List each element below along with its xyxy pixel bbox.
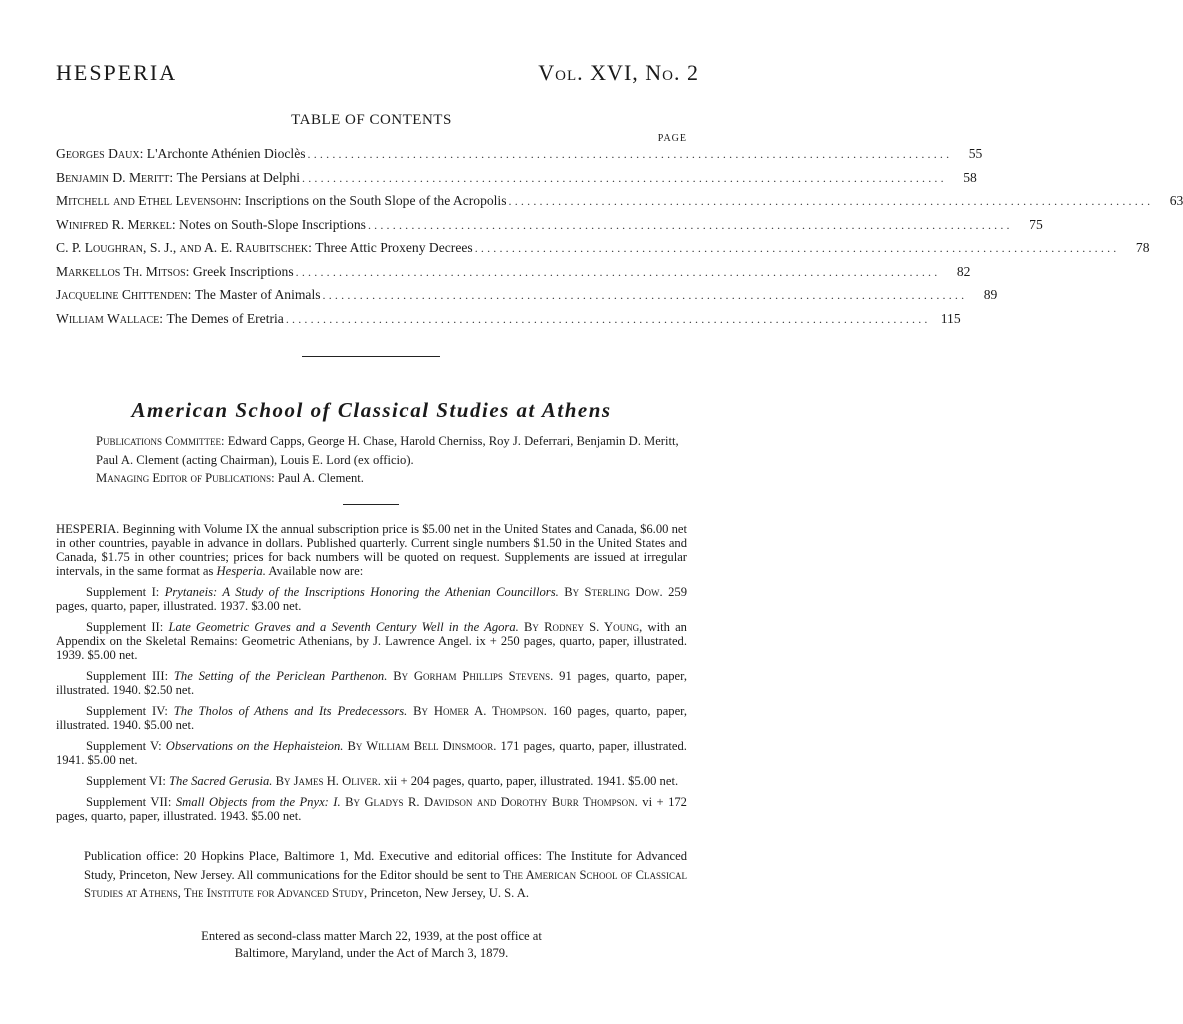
supplement-label: Supplement II:: [86, 620, 164, 634]
subscription-block: [56, 522, 687, 830]
supplement-author: By Homer A. Thompson.: [413, 704, 547, 718]
supplement-author: By Rodney S. Young,: [523, 620, 643, 634]
supplement-entry: [56, 739, 687, 767]
supplement-entry: [56, 585, 687, 613]
toc-leader: ........................................................................................................: [302, 170, 947, 185]
supplement-title: The Sacred Gerusia.: [169, 774, 273, 788]
toc-title: The Demes of Eretria: [166, 310, 284, 326]
supplement-author: By Gladys R. Davidson and Dorothy Burr Thompson.: [345, 795, 638, 809]
toc-colon: :: [308, 240, 316, 255]
toc-entry: [56, 169, 977, 194]
toc-page: 78: [1135, 240, 1150, 255]
toc-entry: [56, 310, 961, 335]
toc-colon: :: [159, 310, 167, 326]
supplement-title: The Tholos of Athens and Its Predecessors.: [173, 704, 408, 718]
supplement-entry: [56, 620, 687, 662]
toc-colon: :: [171, 216, 180, 232]
toc-colon: :: [237, 193, 245, 208]
toc-title: The Persians at Delphi: [176, 169, 301, 185]
supplement-title: Observations on the Hephaisteion.: [165, 739, 344, 753]
intro-italic: Hesperia.: [216, 564, 266, 578]
toc-colon: :: [139, 146, 147, 161]
toc-author: William Wallace: [56, 310, 160, 326]
toc-entry: [56, 193, 1183, 217]
short-divider: [343, 504, 399, 505]
committee-label: Publications Committee:: [96, 434, 225, 448]
toc-colon: :: [185, 263, 193, 279]
supplement-label: Supplement III:: [86, 669, 169, 683]
toc-page: 82: [956, 263, 971, 279]
supplement-details: 160 pages, quarto, paper, illustrated. 1940. $5.00 net.: [56, 704, 688, 732]
volume-number: Vol. XVI, No. 2: [538, 60, 699, 85]
supplement-details: 91 pages, quarto, paper, illustrated. 1940. $2.50 net.: [56, 669, 687, 697]
toc-title: Three Attic Proxeny Decrees: [315, 240, 473, 255]
supplement-details: 259 pages, quarto, paper, illustrated. 1937. $3.00 net.: [56, 585, 687, 613]
managing-editor: [96, 471, 364, 486]
supplement-label: Supplement VI:: [86, 774, 166, 788]
toc-page: 115: [940, 310, 961, 326]
entered-line-1: Entered as second-class matter March 22, 1939, at the post office at: [201, 929, 542, 943]
toc-leader: ........................................................................................................: [367, 217, 1013, 232]
toc-leader: ........................................................................................................: [474, 241, 1120, 255]
intro-tail: Available now are:: [268, 564, 364, 578]
subscription-intro: [56, 522, 687, 578]
supplement-entry: [56, 704, 687, 732]
intro-lead: HESPERIA. Beginning with Volume IX the annual subscription price is $5.00 net in the United States and Canada, $6.00 net in other countries, payable in advance in dollars. Published quarterly. Current single numbers $1.50 in the United States and Canada, $1.75 in other countries; prices for back numbers will be quoted on request. Supplements are issued at irregular intervals, in the same format as: [56, 522, 687, 578]
toc-heading: TABLE OF CONTENTS: [291, 112, 452, 128]
toc-title: L'Archonte Athénien Dioclès: [146, 146, 306, 161]
supplement-details: xii + 204 pages, quarto, paper, illustrated. 1941. $5.00 net.: [384, 774, 679, 788]
toc-leader: ........................................................................................................: [508, 194, 1154, 208]
toc-colon: :: [187, 287, 195, 302]
supplement-details: 171 pages, quarto, paper, illustrated. 1941. $5.00 net.: [56, 739, 687, 767]
supplement-author: By Sterling Dow.: [564, 585, 663, 599]
supplement-title: The Setting of the Periclean Parthenon.: [173, 669, 388, 683]
supplement-author: By William Bell Dinsmoor.: [347, 739, 497, 753]
managing-editor-name: Paul A. Clement.: [277, 471, 364, 485]
supplement-label: Supplement VII:: [86, 795, 172, 809]
supplement-title: Small Objects from the Pnyx: I.: [175, 795, 341, 809]
toc-entry: [56, 216, 1043, 241]
toc-page: 89: [983, 287, 998, 302]
toc-title: Greek Inscriptions: [192, 263, 294, 279]
managing-label: Managing Editor of Publications:: [96, 471, 275, 485]
toc-entry: [56, 240, 1150, 264]
supplement-label: Supplement IV:: [86, 704, 168, 718]
toc-leader: ........................................................................................................: [285, 311, 931, 326]
toc-leader: ........................................................................................................: [307, 147, 953, 161]
toc-leader: ........................................................................................................: [322, 288, 968, 302]
toc-page: 55: [968, 146, 983, 161]
toc-author: Winifred R. Merkel: [56, 216, 172, 232]
toc-author: Mitchell and Ethel Levensohn: [56, 193, 238, 208]
journal-title: HESPERIA: [56, 60, 178, 85]
office-location: Princeton, New Jersey, U. S. A.: [370, 886, 529, 900]
supplement-entry: [56, 795, 687, 823]
committee-members: Edward Capps, George H. Chase, Harold Cherniss, Roy J. Deferrari, Benjamin D. Meritt, Paul A. Clement (acting Chairman), Louis E. Lord (ex officio).: [96, 434, 679, 467]
toc-colon: :: [169, 169, 177, 185]
toc-author: Georges Daux: [56, 146, 140, 161]
publication-office: [84, 847, 687, 903]
supplement-author: By James H. Oliver.: [275, 774, 381, 788]
supplement-entry: [56, 774, 687, 788]
supplement-details: vi + 172 pages, quarto, paper, illustrated. 1943. $5.00 net.: [56, 795, 687, 823]
toc-title: Inscriptions on the South Slope of the Acropolis: [244, 193, 507, 208]
supplement-details: with an Appendix on the Skeletal Remains: Geometric Athenians, by J. Lawrence Angel. ix + 250 pages, quarto, paper, illustrated. 1939. $5.00 net.: [56, 620, 687, 662]
supplements-list: [56, 585, 687, 823]
supplement-title: Prytaneis: A Study of the Inscriptions Honoring the Athenian Councillors.: [164, 585, 559, 599]
office-address: The American School of Classical Studies at Athens, The Institute for Advanced Study,: [84, 867, 687, 900]
supplement-author: By Gorham Phillips Stevens.: [393, 669, 554, 683]
toc-title: Notes on South-Slope Inscriptions: [179, 216, 366, 232]
supplement-entry: [56, 669, 687, 697]
office-text: Publication office: 20 Hopkins Place, Baltimore 1, Md. Executive and editorial offices: The Institute for Advanced Study, Princeton, New Jersey. All communications for the Editor should be sent to: [84, 849, 687, 882]
toc-entry: [56, 287, 998, 311]
supplement-label: Supplement V:: [86, 739, 162, 753]
toc-entry: [56, 146, 983, 170]
toc-author: C. P. Loughran, S. J., and A. E. Raubitschek: [56, 240, 309, 255]
toc-page: 63: [1169, 193, 1183, 208]
table-of-contents: [56, 146, 1183, 334]
toc-leader: ........................................................................................................: [295, 264, 941, 279]
toc-title: The Master of Animals: [194, 287, 321, 302]
toc-author: Markellos Th. Mitsos: [56, 263, 186, 279]
toc-author: Benjamin D. Meritt: [56, 169, 170, 185]
section-divider: [302, 356, 440, 357]
publications-committee: [96, 432, 696, 470]
entered-line-2: Baltimore, Maryland, under the Act of March 3, 1879.: [234, 946, 509, 960]
postal-entry-notice: [0, 928, 743, 962]
supplement-label: Supplement I:: [86, 585, 160, 599]
supplement-title: Late Geometric Graves and a Seventh Century Well in the Agora.: [168, 620, 519, 634]
toc-page: 58: [963, 169, 977, 185]
toc-author: Jacqueline Chittenden: [56, 287, 188, 302]
school-name: American School of Classical Studies at Athens: [131, 398, 612, 422]
page-column-label: PAGE: [657, 133, 687, 144]
toc-entry: [56, 263, 971, 288]
toc-page: 75: [1029, 216, 1043, 232]
